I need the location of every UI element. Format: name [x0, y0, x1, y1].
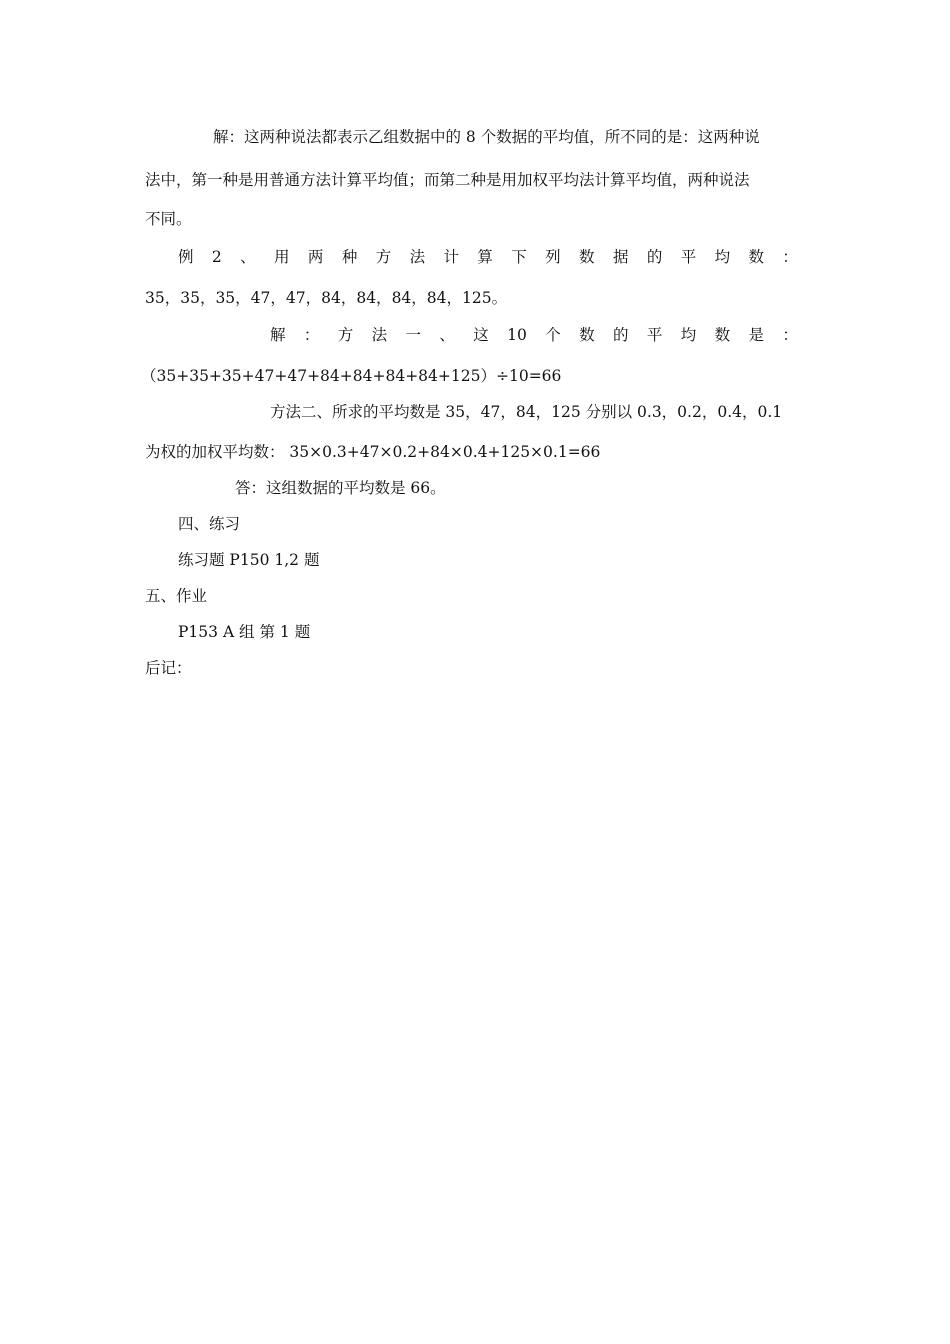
example2-char: 的 [646, 248, 663, 266]
solution-line-3: 不同。 [145, 210, 192, 228]
section5-item: P153 A 组 第 1 题 [178, 623, 311, 641]
method1-char: 一 [405, 326, 422, 344]
method1-char: 个 [545, 326, 561, 344]
method2-line-2: 为权的加权平均数： 35×0.3+47×0.2+84×0.4+125×0.1=66 [145, 443, 601, 461]
example2-char: 种 [341, 248, 358, 266]
section4-item: 练习题 P150 1,2 题 [178, 551, 320, 569]
example2-char: 例 [178, 248, 194, 266]
method1-char: 数 [579, 326, 595, 344]
method1-char: 平 [646, 326, 663, 344]
example2-char: 据 [612, 248, 629, 266]
example2-heading [178, 247, 798, 267]
example2-char: 算 [477, 248, 493, 266]
method1-char: ： [303, 326, 320, 344]
example2-char: 法 [409, 248, 426, 266]
method1-char: 法 [371, 326, 388, 344]
example2-char: 方 [375, 248, 392, 266]
postscript: 后记： [145, 659, 192, 677]
example2-char: 用 [274, 248, 290, 266]
section5-title: 五、作业 [145, 587, 208, 605]
example2-char: 计 [443, 248, 459, 266]
solution-line-2: 法中，第一种是用普通方法计算平均值；而第二种是用加权平均法计算平均值，两种说法 [145, 171, 750, 189]
example2-char: 列 [545, 248, 561, 266]
method1-char: 10 [507, 326, 527, 344]
example2-char: 数 [748, 248, 765, 266]
example2-char: 两 [307, 248, 324, 266]
answer-line: 答：这组数据的平均数是 66。 [235, 479, 446, 497]
example2-char: 数 [579, 248, 595, 266]
method1-char: 均 [680, 326, 697, 344]
example2-char: ： [782, 248, 798, 266]
example2-char: 下 [511, 248, 527, 266]
example2-char: 平 [680, 248, 697, 266]
example2-char: 2 [211, 248, 222, 266]
method1-char: 是 [748, 326, 764, 344]
method1-char: 数 [714, 326, 731, 344]
method1-char: 、 [439, 326, 455, 344]
example2-char: 、 [240, 248, 256, 266]
method1-formula: （35+35+35+47+47+84+84+84+84+125）÷10=66 [141, 367, 562, 385]
method1-heading [270, 325, 798, 345]
example2-char: 均 [714, 248, 731, 266]
solution-line-1: 解：这两种说法都表示乙组数据中的 8 个数据的平均值，所不同的是：这两种说 [213, 128, 760, 146]
method1-char: 的 [612, 326, 629, 344]
method1-char: 解 [270, 326, 286, 344]
method2-line-1: 方法二、所求的平均数是 35，47，84，125 分别以 0.3，0.2，0.4，0.1 [270, 403, 783, 421]
method1-char: 方 [337, 326, 354, 344]
example2-data: 35，35，35，47，47，84，84，84，84，125。 [145, 289, 508, 307]
section4-title: 四、练习 [178, 515, 241, 533]
method1-char: ： [782, 326, 798, 344]
method1-char: 这 [473, 326, 489, 344]
